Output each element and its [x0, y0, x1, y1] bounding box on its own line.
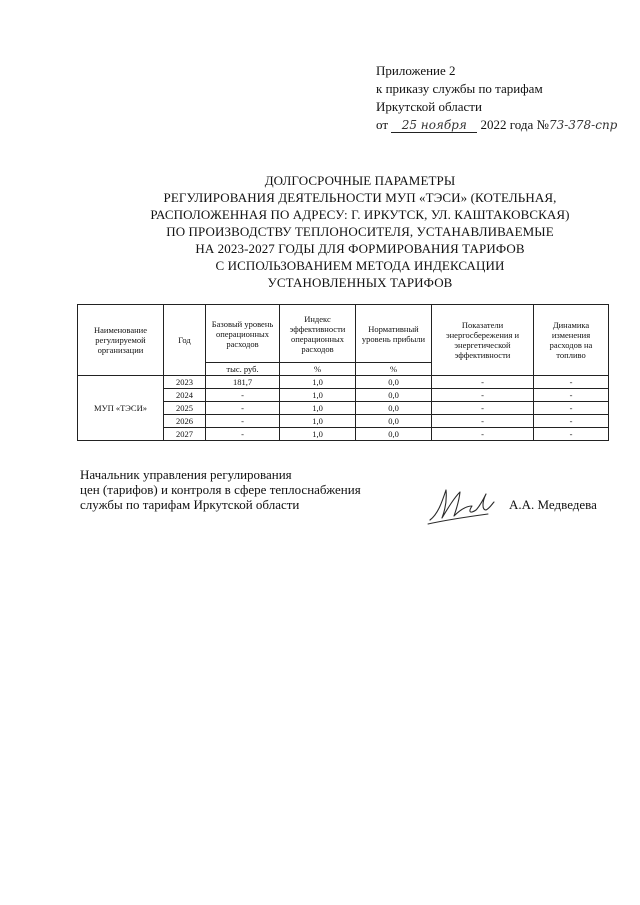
cell-fuel-dynamics: - — [534, 402, 609, 415]
cell-fuel-dynamics: - — [534, 428, 609, 441]
header-energy-saving: Показатели энергосбережения и энергетической эффективности — [432, 305, 534, 376]
appendix-order-ref: к приказу службы по тарифам — [376, 81, 543, 96]
title-line: С ИСПОЛЬЗОВАНИЕМ МЕТОДА ИНДЕКСАЦИИ — [215, 258, 505, 273]
cell-energy-saving: - — [432, 415, 534, 428]
appendix-block — [376, 62, 618, 134]
header-organization: Наименование регулируемой организации — [78, 305, 164, 376]
signatory-position-line: Начальник управления регулирования — [80, 467, 292, 482]
unit-base-opex: тыс. руб. — [206, 363, 280, 376]
header-base-opex: Базовый уровень операционных расходов — [206, 305, 280, 363]
cell-year: 2025 — [164, 402, 206, 415]
cell-efficiency-index: 1,0 — [280, 415, 356, 428]
signatory-position-line: цен (тарифов) и контроля в сфере теплоснабжения — [80, 482, 361, 497]
document-title — [100, 172, 620, 291]
title-line: РАСПОЛОЖЕННАЯ ПО АДРЕСУ: Г. ИРКУТСК, УЛ. КАШТАКОВСКАЯ) — [150, 207, 570, 222]
cell-base-opex: - — [206, 389, 280, 402]
handwritten-date: 25 ноября — [391, 118, 477, 133]
cell-profit-level: 0,0 — [356, 402, 432, 415]
header-profit-level: Нормативный уровень прибыли — [356, 305, 432, 363]
cell-efficiency-index: 1,0 — [280, 428, 356, 441]
cell-energy-saving: - — [432, 402, 534, 415]
handwritten-signature — [426, 484, 498, 528]
unit-profit-level: % — [356, 363, 432, 376]
cell-profit-level: 0,0 — [356, 389, 432, 402]
cell-fuel-dynamics: - — [534, 415, 609, 428]
order-year: 2022 года № — [480, 117, 549, 132]
cell-energy-saving: - — [432, 428, 534, 441]
cell-year: 2023 — [164, 376, 206, 389]
cell-base-opex: - — [206, 428, 280, 441]
cell-fuel-dynamics: - — [534, 389, 609, 402]
cell-year: 2024 — [164, 389, 206, 402]
cell-profit-level: 0,0 — [356, 428, 432, 441]
signatory-name: А.А. Медведева — [509, 497, 597, 512]
title-line: УСТАНОВЛЕННЫХ ТАРИФОВ — [267, 275, 453, 290]
date-prefix: от — [376, 117, 389, 132]
cell-profit-level: 0,0 — [356, 376, 432, 389]
title-line: ПО ПРОИЗВОДСТВУ ТЕПЛОНОСИТЕЛЯ, УСТАНАВЛИВАЕМЫЕ — [166, 224, 554, 239]
title-line: ДОЛГОСРОЧНЫЕ ПАРАМЕТРЫ — [264, 173, 456, 188]
cell-energy-saving: - — [432, 376, 534, 389]
cell-efficiency-index: 1,0 — [280, 402, 356, 415]
title-line: НА 2023-2027 ГОДЫ ДЛЯ ФОРМИРОВАНИЯ ТАРИФОВ — [195, 241, 525, 256]
table-row — [78, 376, 609, 389]
title-line: РЕГУЛИРОВАНИЯ ДЕЯТЕЛЬНОСТИ МУП «ТЭСИ» (КОТЕЛЬНАЯ, — [163, 190, 557, 205]
header-fuel-dynamics: Динамика изменения расходов на топливо — [534, 305, 609, 376]
organization-name: МУП «ТЭСИ» — [78, 376, 164, 441]
appendix-title: Приложение 2 — [376, 63, 456, 78]
header-year: Год — [164, 305, 206, 376]
appendix-region: Иркутской области — [376, 99, 482, 114]
unit-efficiency-index: % — [280, 363, 356, 376]
cell-efficiency-index: 1,0 — [280, 389, 356, 402]
table-header-row — [78, 305, 609, 363]
parameters-table — [77, 304, 609, 441]
cell-year: 2026 — [164, 415, 206, 428]
cell-profit-level: 0,0 — [356, 415, 432, 428]
handwritten-order-number: 73-378-спр — [548, 118, 618, 132]
cell-base-opex: 181,7 — [206, 376, 280, 389]
appendix-date-line — [376, 116, 618, 134]
cell-year: 2027 — [164, 428, 206, 441]
cell-base-opex: - — [206, 415, 280, 428]
signatory-position-line: службы по тарифам Иркутской области — [80, 497, 300, 512]
cell-energy-saving: - — [432, 389, 534, 402]
cell-efficiency-index: 1,0 — [280, 376, 356, 389]
signatory-block — [80, 467, 361, 512]
cell-fuel-dynamics: - — [534, 376, 609, 389]
header-efficiency-index: Индекс эффективности операционных расходов — [280, 305, 356, 363]
cell-base-opex: - — [206, 402, 280, 415]
